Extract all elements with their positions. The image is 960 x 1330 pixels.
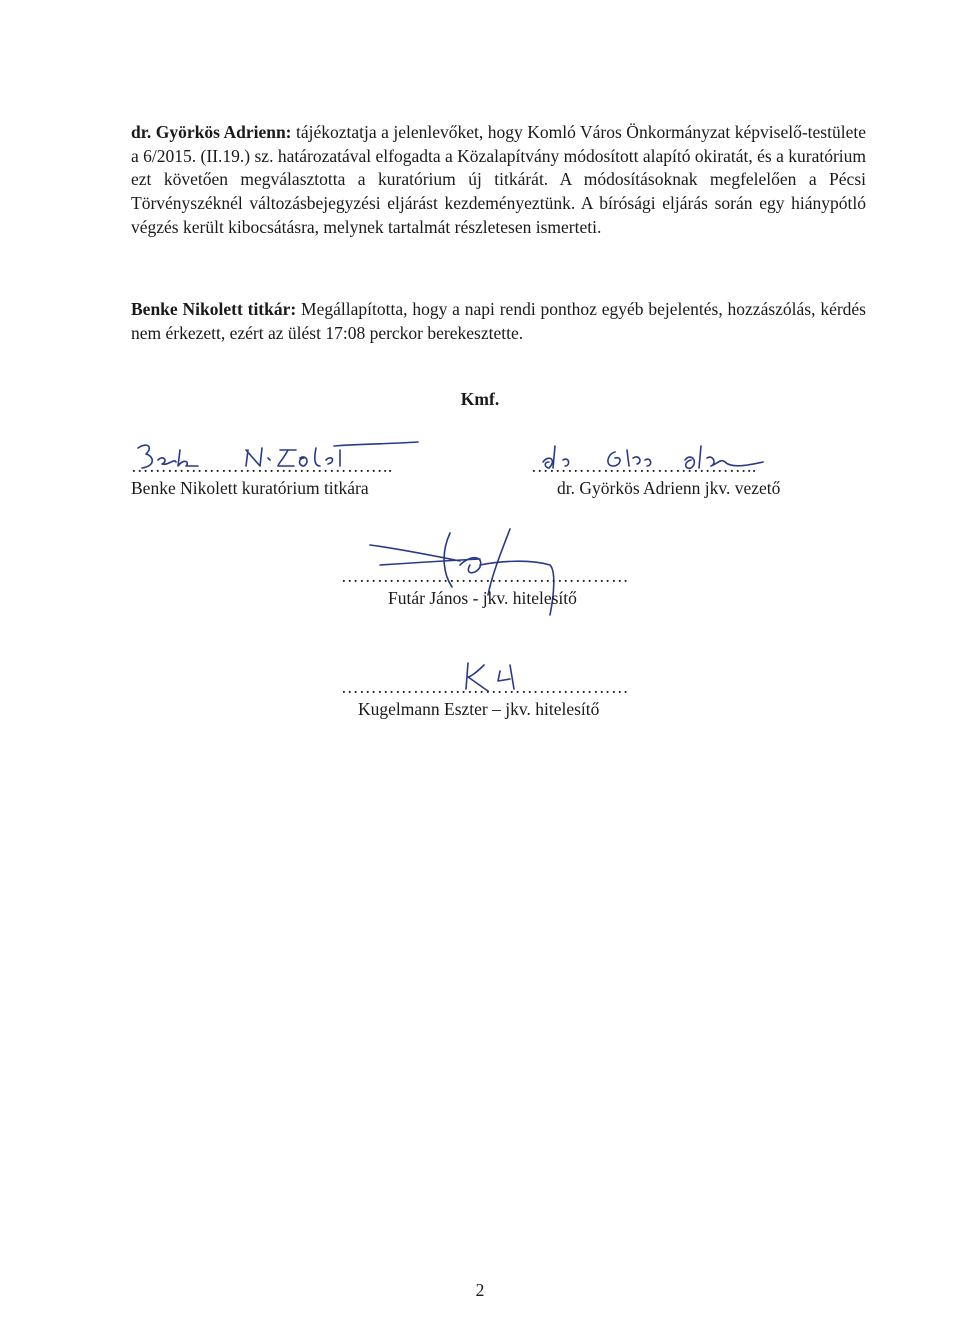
signature-line-left: …………………………………….. — [131, 456, 393, 476]
speaker-name: dr. Györkös Adrienn: — [131, 122, 292, 142]
page-number: 2 — [475, 1280, 485, 1300]
signer-caption-kugelmann: Kugelmann Eszter – jkv. hitelesítő — [358, 699, 600, 719]
kmf-heading: Kmf. — [460, 389, 500, 409]
speaker-name: Benke Nikolett titkár: — [131, 299, 297, 319]
signer-caption-benke: Benke Nikolett kuratórium titkára — [131, 478, 369, 498]
paragraph-benke — [131, 298, 866, 345]
signature-line-right: ……………………………….. — [531, 456, 757, 476]
signature-line-center-2: ………………………………………… — [341, 677, 629, 697]
paragraph-text: Megállapította, hogy a napi rendi ponthoz egyéb bejelentés, hozzászólás, kérdés nem érkezett, ezért az ülést 17:08 perckor berekesztette. — [131, 299, 866, 343]
signer-caption-gyorkos: dr. Györkös Adrienn jkv. vezető — [557, 478, 781, 498]
signer-caption-futar: Futár János - jkv. hitelesítő — [388, 588, 577, 608]
signature-line-center-1: ………………………………………… — [341, 566, 629, 586]
paragraph-text: tájékoztatja a jelenlevőket, hogy Komló Város Önkormányzat képviselő-testülete a 6/2015. (II.19.) sz. határozatával elfogadta a Közalapítvány módosított alapító okiratát, és a kuratórium ezt követően megválasztotta a kuratórium új titkárát. A módosításoknak megfelelően a Pécsi Törvényszéknél változásbejegyzési eljárást kezdeményeztünk. A bírósági eljárás során egy hiánypótló végzés került kibocsátásra, melynek tartalmát részletesen ismerteti. — [131, 122, 866, 237]
paragraph-gyorkos — [131, 121, 866, 240]
